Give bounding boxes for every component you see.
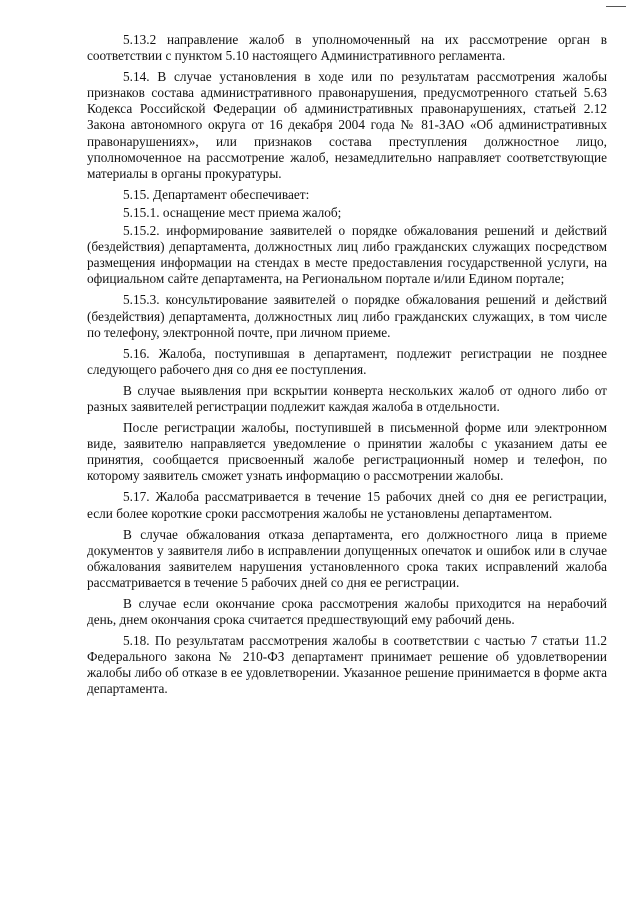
paragraph-refusal-appeal: В случае обжалования отказа департамента, его должностного лица в приеме документов у заявителя либо в исправлении допущенных опечаток и ошибок или в случае обжалования заявителем нарушения установленного срока таких исправлений жалоба рассматривается в течение 5 рабочих дней со дня ее регистрации. [87, 526, 607, 590]
paragraph-non-working-day: В случае если окончание срока рассмотрения жалобы приходится на нерабочий день, днем окончания срока считается предшествующий ему рабочий день. [87, 596, 607, 628]
scan-mark [606, 6, 626, 7]
paragraph-5-15-2: 5.15.2. информирование заявителей о порядке обжалования решений и действий (бездействия) департамента, должностных лиц либо гражданских служащих посредством размещения информации на стендах в месте предоставления государственной услуги, на официальном сайте департамента, на Региональном портале и/или Едином портале; [87, 223, 607, 287]
paragraph-5-16: 5.16. Жалоба, поступившая в департамент, подлежит регистрации не позднее следующего рабочего дня со дня ее поступления. [87, 345, 607, 377]
paragraph-5-15: 5.15. Департамент обеспечивает: [123, 186, 310, 202]
paragraph-5-15-3: 5.15.3. консультирование заявителей о порядке обжалования решений и действий (бездействия) департамента, должностных лиц либо гражданских служащих, в том числе по телефону, электронной почте, при личном приеме. [87, 292, 607, 340]
paragraph-5-13-2: 5.13.2 направление жалоб в уполномоченный на их рассмотрение орган в соответствии с пунктом 5.10 настоящего Административного регламента. [87, 32, 607, 64]
paragraph-multiple-complaints: В случае выявления при вскрытии конверта нескольких жалоб от одного либо от разных заявителей регистрации подлежит каждая жалоба в отдельности. [87, 382, 607, 414]
document-body [87, 32, 607, 703]
paragraph-5-17: 5.17. Жалоба рассматривается в течение 15 рабочих дней со дня ее регистрации, если более короткие сроки рассмотрения жалобы не установлены департаментом. [87, 489, 607, 521]
paragraph-5-15-1: 5.15.1. оснащение мест приема жалоб; [123, 204, 342, 220]
paragraph-5-18: 5.18. По результатам рассмотрения жалобы в соответствии с частью 7 статьи 11.2 Федерального закона № 210-ФЗ департамент принимает решение об удовлетворении жалобы либо об отказе в ее удовлетворении. Указанное решение принимается в форме акта департамента. [87, 633, 607, 697]
paragraph-registration-notice: После регистрации жалобы, поступившей в письменной форме или электронном виде, заявителю направляется уведомление о принятии жалобы с указанием даты ее принятия, сообщается присвоенный жалобе регистрационный номер и телефон, по которому заявитель сможет узнать информацию о рассмотрении жалобы. [87, 420, 607, 484]
paragraph-5-14: 5.14. В случае установления в ходе или по результатам рассмотрения жалобы признаков состава административного правонарушения, предусмотренного статьей 5.63 Кодекса Российской Федерации об административных правонарушениях, статьей 2.12 Закона автономного округа от 16 декабря 2004 года № 81-ЗАО «Об административных правонарушениях», или признаков состава преступления должностное лицо, уполномоченное на рассмотрение жалоб, незамедлительно направляет соответствующие материалы в органы прокуратуры. [87, 69, 607, 181]
